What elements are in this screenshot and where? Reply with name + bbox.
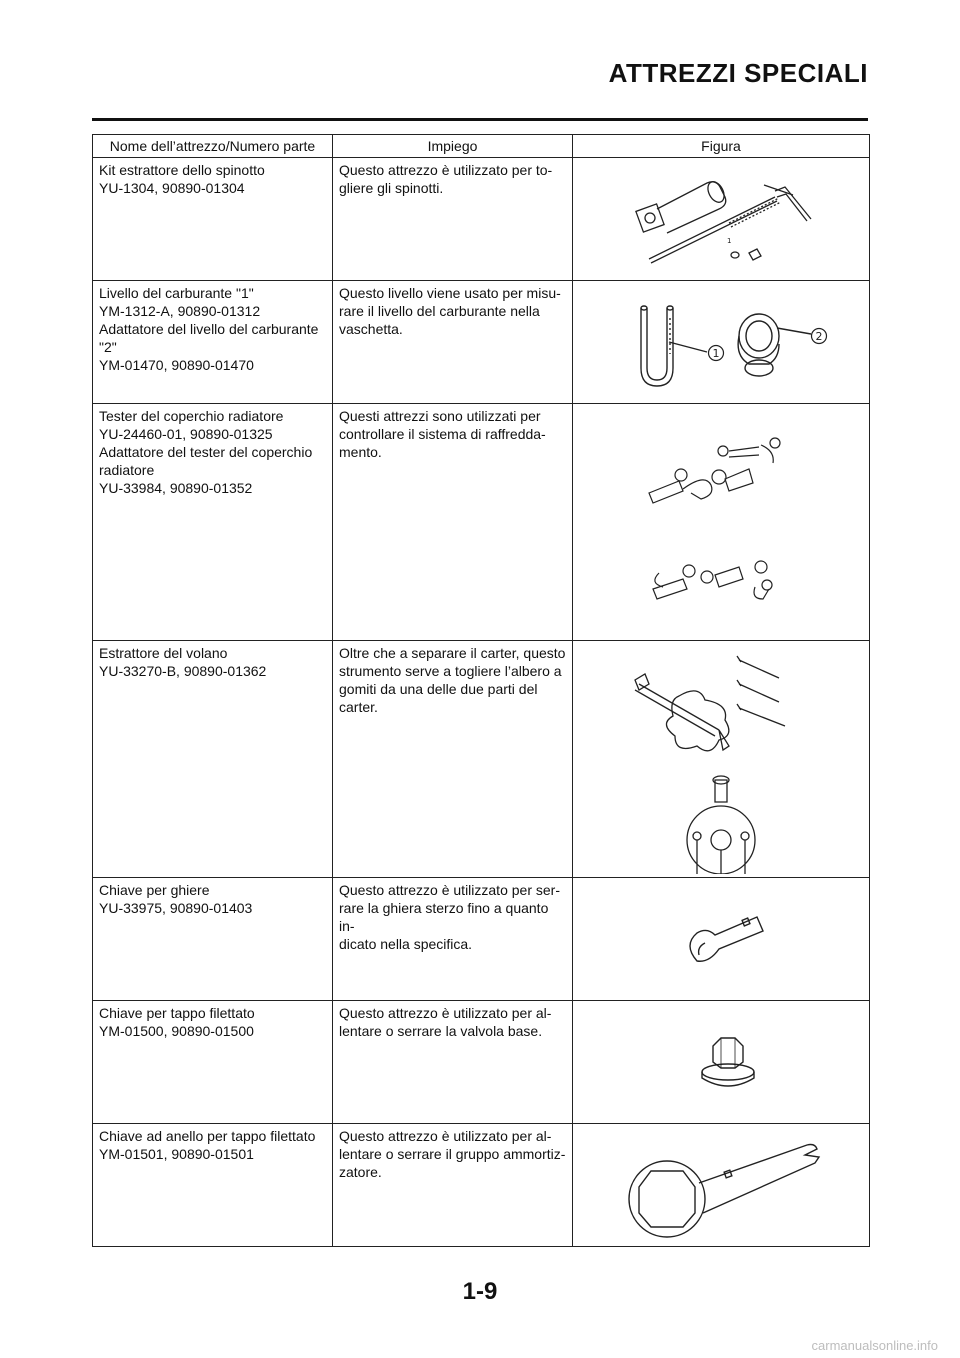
page-title: ATTREZZI SPECIALI [608,58,868,88]
callout-1 [709,346,724,361]
tool-name: Livello del carburante "1" YM-1312-A, 90890-01312 Adattatore del livello del carburante "2" YM-01470, 90890-01470 [99,285,319,373]
steering-nut-wrench-icon [579,881,875,997]
svg-text:2: 2 [815,330,823,343]
tool-figure-cell [573,1001,870,1124]
table-row [93,641,870,878]
tool-figure-cell [573,878,870,1001]
table-row [93,404,870,641]
tool-usage: Questo attrezzo è utilizzato per ser- rare la ghiera sterzo fino a quanto in- dicato nella specifica. [333,878,573,1001]
tool-name: Chiave per tappo filettato YM-01500, 90890-01500 [99,1005,255,1039]
piston-pin-puller-kit-icon [579,161,875,277]
tool-usage: Questi attrezzi sono utilizzati per controllare il sistema di raffredda- mento. [333,404,573,641]
cap-bolt-ring-wrench-icon [579,1127,875,1243]
callout-2 [812,329,827,344]
tool-name-cell [93,1124,333,1247]
special-tools-table [92,134,870,1247]
tool-name: Tester del coperchio radiatore YU-24460-01, 90890-01325 Adattatore del tester del coperchio radiatore YU-33984, 90890-01352 [99,408,313,496]
tool-name-cell [93,158,333,281]
table-header-row [93,135,870,158]
svg-text:1: 1 [712,347,720,360]
page-number: 1-9 [462,1278,498,1305]
table-row [93,878,870,1001]
column-header-name: Nome dell’attrezzo/Numero parte [93,135,333,158]
tool-usage: Questo attrezzo è utilizzato per al- lentare o serrare la valvola base. [333,1001,573,1124]
tool-name-cell [93,878,333,1001]
tool-name-cell [93,641,333,878]
column-header-figure: Figura [573,135,870,158]
title-rule [92,118,868,121]
tool-figure-cell [573,1124,870,1247]
tool-figure-cell [573,158,870,281]
table-row [93,158,870,281]
cap-bolt-wrench-icon [579,1004,875,1120]
tool-name-cell [93,281,333,404]
tool-name: Estrattore del volano YU-33270-B, 90890-01362 [99,645,267,679]
tool-name: Kit estrattore dello spinotto YU-1304, 90890-01304 [99,162,265,196]
watermark[interactable]: carmanualsonline.info [811,1338,938,1353]
tool-usage: Questo attrezzo è utilizzato per al- lentare o serrare il gruppo ammortiz- zatore. [333,1124,573,1247]
tool-usage: Oltre che a separare il carter, questo strumento serve a togliere l’albero a gomiti da una delle due parti del carter. [333,641,573,878]
tool-name: Chiave ad anello per tappo filettato YM-01501, 90890-01501 [99,1128,316,1162]
tool-figure-cell [573,281,870,404]
tool-name-cell [93,404,333,641]
table-row [93,1124,870,1247]
tool-usage: Questo attrezzo è utilizzato per to- gliere gli spinotti. [333,158,573,281]
fuel-level-gauge-icon [579,284,875,400]
table-row [93,281,870,404]
tool-figure-cell [573,641,870,878]
tool-figure-cell [573,404,870,641]
tool-name: Chiave per ghiere YU-33975, 90890-01403 [99,882,253,916]
table-row [93,1001,870,1124]
column-header-usage: Impiego [333,135,573,158]
tool-name-cell [93,1001,333,1124]
svg-text:1: 1 [727,237,732,245]
radiator-cap-tester-icon [579,407,875,637]
tool-usage: Questo livello viene usato per misu- rare il livello del carburante nella vaschetta. [333,281,573,404]
flywheel-puller-icon [579,644,875,874]
